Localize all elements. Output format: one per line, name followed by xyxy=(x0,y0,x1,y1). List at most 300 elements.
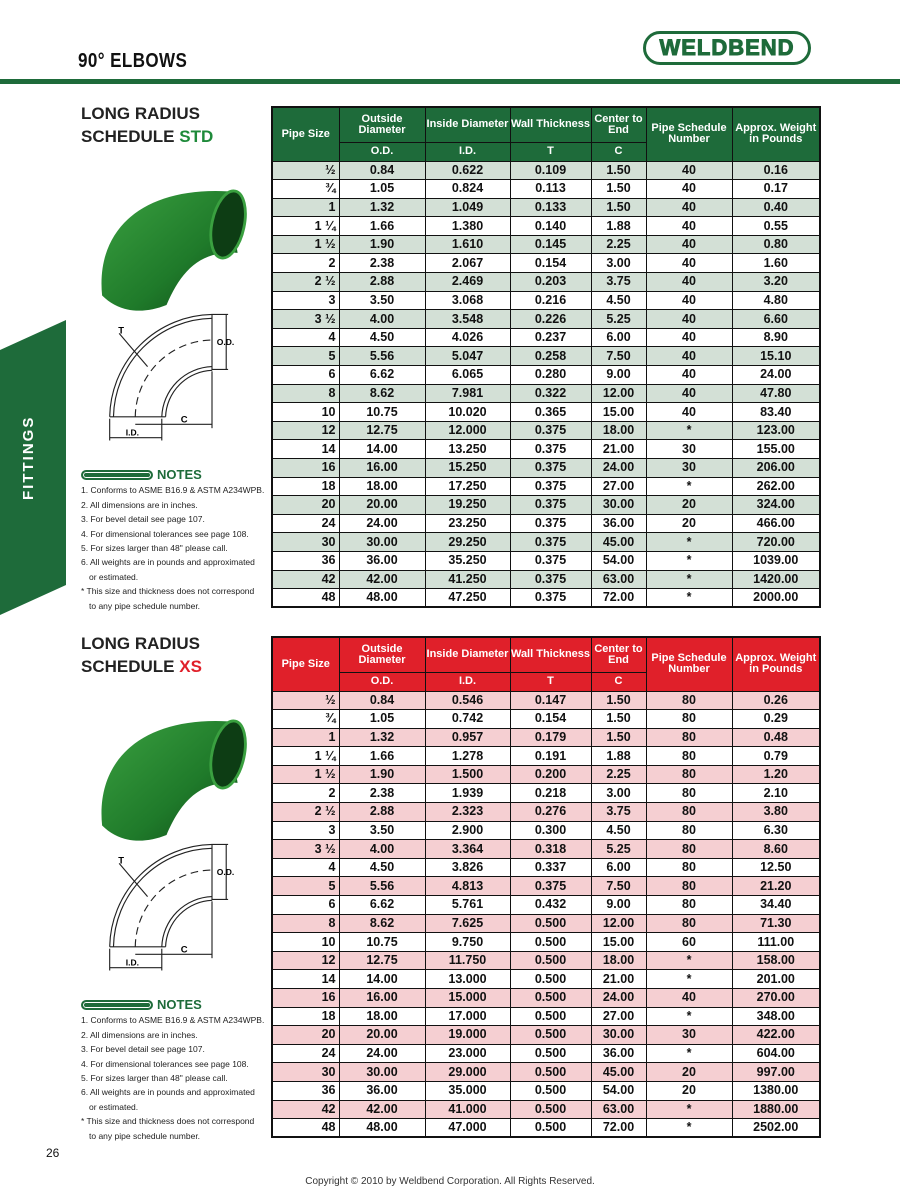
table-cell: 40 xyxy=(646,328,732,347)
table-cell: 270.00 xyxy=(732,989,820,1008)
table-cell: 20 xyxy=(646,1063,732,1082)
table-cell: 3.75 xyxy=(591,803,646,822)
table-cell: 0.500 xyxy=(510,914,591,933)
table-cell: 16.00 xyxy=(339,989,425,1008)
table-cell: 3 xyxy=(272,821,339,840)
table-cell: * xyxy=(646,421,732,440)
table-cell: 42 xyxy=(272,1100,339,1119)
section-title-prefix: SCHEDULE xyxy=(81,657,175,676)
table-cell: 0.216 xyxy=(510,291,591,310)
table-row xyxy=(272,691,820,710)
table-cell: 3 xyxy=(272,291,339,310)
column-header-id_sub: I.D. xyxy=(425,672,510,691)
table-cell: 6 xyxy=(272,896,339,915)
table-cell: 2.38 xyxy=(339,254,425,273)
table-cell: 0.742 xyxy=(425,710,510,729)
table-row xyxy=(272,254,820,273)
table-cell: 7.625 xyxy=(425,914,510,933)
table-cell: 6.00 xyxy=(591,858,646,877)
table-cell: 0.200 xyxy=(510,765,591,784)
table-cell: 123.00 xyxy=(732,421,820,440)
table-cell: 80 xyxy=(646,821,732,840)
table-cell: 45.00 xyxy=(591,533,646,552)
table-cell: 41.250 xyxy=(425,570,510,589)
elbow-figure xyxy=(86,690,266,985)
table-cell: 8 xyxy=(272,914,339,933)
table-cell: 720.00 xyxy=(732,533,820,552)
table-cell: 2.10 xyxy=(732,784,820,803)
column-header-od: Outside Diameter xyxy=(339,637,425,672)
table-cell: 0.375 xyxy=(510,440,591,459)
table-cell: 40 xyxy=(646,310,732,329)
table-cell: 3.826 xyxy=(425,858,510,877)
table-cell: 0.500 xyxy=(510,1044,591,1063)
note-item: 1. Conforms to ASME B16.9 & ASTM A234WPB. xyxy=(81,485,265,496)
table-cell: 0.280 xyxy=(510,366,591,385)
table-cell: 36 xyxy=(272,551,339,570)
table-row xyxy=(272,551,820,570)
table-cell: 1 ½ xyxy=(272,765,339,784)
notes xyxy=(81,468,271,613)
diagram-label-od: O.D. xyxy=(216,336,235,347)
table-cell: 10.020 xyxy=(425,403,510,422)
table-cell: 0.432 xyxy=(510,896,591,915)
table-cell: 1.380 xyxy=(425,217,510,236)
table-cell: 17.250 xyxy=(425,477,510,496)
table-cell: 4.50 xyxy=(591,291,646,310)
table-cell: 41.000 xyxy=(425,1100,510,1119)
table-cell: 8.60 xyxy=(732,840,820,859)
table-cell: 24.00 xyxy=(339,1044,425,1063)
note-item: 3. For bevel detail see page 107. xyxy=(81,1044,205,1055)
table-row xyxy=(272,1100,820,1119)
table-cell: 18.00 xyxy=(591,951,646,970)
table-cell: 12.00 xyxy=(591,914,646,933)
table-row xyxy=(272,933,820,952)
table-cell: 1 ½ xyxy=(272,235,339,254)
table-cell: 60 xyxy=(646,933,732,952)
column-header-cte_sub: C xyxy=(591,672,646,691)
note-item: * This size and thickness does not correspond xyxy=(81,586,255,597)
note-item: 1. Conforms to ASME B16.9 & ASTM A234WPB. xyxy=(81,1015,265,1026)
table-cell: 2502.00 xyxy=(732,1119,820,1138)
table-cell: 16.00 xyxy=(339,459,425,478)
table-row xyxy=(272,161,820,180)
table-cell: 80 xyxy=(646,691,732,710)
column-header-wall: Wall Thickness xyxy=(510,107,591,142)
table-cell: 34.40 xyxy=(732,896,820,915)
table-cell: 12.75 xyxy=(339,951,425,970)
table-cell: ¾ xyxy=(272,710,339,729)
table-cell: 3.00 xyxy=(591,254,646,273)
table-cell: 42.00 xyxy=(339,1100,425,1119)
table-cell: 4.50 xyxy=(339,858,425,877)
table-cell: 20.00 xyxy=(339,496,425,515)
table-cell: 21.20 xyxy=(732,877,820,896)
table-cell: 18.00 xyxy=(339,1007,425,1026)
weldbend-logo: WELDBEND xyxy=(643,31,811,65)
table-cell: 24.00 xyxy=(591,989,646,1008)
table-cell: 1.66 xyxy=(339,217,425,236)
table-cell: 27.00 xyxy=(591,1007,646,1026)
table-cell: 1.20 xyxy=(732,765,820,784)
note-item: or estimated. xyxy=(89,1101,139,1112)
table-cell: 14 xyxy=(272,440,339,459)
table-row xyxy=(272,1007,820,1026)
table-cell: 0.154 xyxy=(510,710,591,729)
table-row xyxy=(272,896,820,915)
notes-heading: NOTES xyxy=(157,467,202,482)
table-row xyxy=(272,403,820,422)
table-row xyxy=(272,533,820,552)
table-cell: 13.000 xyxy=(425,970,510,989)
table-cell: 3.80 xyxy=(732,803,820,822)
table-cell: 6 xyxy=(272,366,339,385)
table-cell: 1.500 xyxy=(425,765,510,784)
table-cell: 1.05 xyxy=(339,180,425,199)
table-cell: 29.250 xyxy=(425,533,510,552)
table-cell: 1.32 xyxy=(339,198,425,217)
table-cell: 0.375 xyxy=(510,570,591,589)
table-cell: 1.50 xyxy=(591,198,646,217)
header-rule xyxy=(0,79,900,84)
table-cell: 16 xyxy=(272,459,339,478)
diagram-label-t: T xyxy=(118,855,125,867)
table-cell: 36 xyxy=(272,1081,339,1100)
table-cell: 6.065 xyxy=(425,366,510,385)
table-cell: * xyxy=(646,589,732,608)
table-cell: 0.500 xyxy=(510,989,591,1008)
table-cell: 15.00 xyxy=(591,403,646,422)
table-cell: 83.40 xyxy=(732,403,820,422)
table-cell: 35.000 xyxy=(425,1081,510,1100)
table-cell: 1420.00 xyxy=(732,570,820,589)
table-cell: 0.824 xyxy=(425,180,510,199)
table-cell: 7.981 xyxy=(425,384,510,403)
table-cell: 111.00 xyxy=(732,933,820,952)
table-cell: 15.00 xyxy=(591,933,646,952)
table-cell: 30 xyxy=(646,1026,732,1045)
table-cell: 18.00 xyxy=(591,421,646,440)
table-cell: 1 xyxy=(272,198,339,217)
table-cell: 1.50 xyxy=(591,710,646,729)
table-cell: 0.375 xyxy=(510,421,591,440)
table-cell: 30 xyxy=(646,440,732,459)
table-cell: 3.20 xyxy=(732,273,820,292)
table-cell: * xyxy=(646,551,732,570)
table-cell: 23.000 xyxy=(425,1044,510,1063)
table-cell: 12.75 xyxy=(339,421,425,440)
diagram-label-t: T xyxy=(118,325,125,337)
table-cell: 206.00 xyxy=(732,459,820,478)
table-cell: ½ xyxy=(272,691,339,710)
table-cell: 1.88 xyxy=(591,217,646,236)
table-cell: 2.38 xyxy=(339,784,425,803)
table-cell: 80 xyxy=(646,765,732,784)
table-cell: 3.50 xyxy=(339,821,425,840)
table-cell: 6.60 xyxy=(732,310,820,329)
table-row xyxy=(272,217,820,236)
table-cell: 1380.00 xyxy=(732,1081,820,1100)
table-row xyxy=(272,914,820,933)
table-cell: 7.50 xyxy=(591,877,646,896)
table-cell: 0.375 xyxy=(510,533,591,552)
table-cell: 0.133 xyxy=(510,198,591,217)
table-row xyxy=(272,310,820,329)
table-cell: 2.469 xyxy=(425,273,510,292)
table-cell: 80 xyxy=(646,877,732,896)
table-cell: 0.48 xyxy=(732,728,820,747)
table-cell: 155.00 xyxy=(732,440,820,459)
note-item: 6. All weights are in pounds and approximated xyxy=(81,557,255,568)
table-cell: 0.375 xyxy=(510,589,591,608)
table-cell: 30.00 xyxy=(591,1026,646,1045)
table-cell: 23.250 xyxy=(425,514,510,533)
table-row xyxy=(272,951,820,970)
table-cell: 11.750 xyxy=(425,951,510,970)
table-cell: 24.00 xyxy=(339,514,425,533)
table-cell: 80 xyxy=(646,747,732,766)
table-cell: 40 xyxy=(646,254,732,273)
table-cell: 4 xyxy=(272,328,339,347)
table-cell: 54.00 xyxy=(591,551,646,570)
table-cell: 5.56 xyxy=(339,877,425,896)
table-cell: 0.500 xyxy=(510,951,591,970)
table-cell: 40 xyxy=(646,235,732,254)
table-cell: 9.00 xyxy=(591,366,646,385)
table-cell: 15.250 xyxy=(425,459,510,478)
table-cell: 63.00 xyxy=(591,1100,646,1119)
table-cell: 47.80 xyxy=(732,384,820,403)
table-cell: 0.113 xyxy=(510,180,591,199)
table-row xyxy=(272,747,820,766)
table-cell: 40 xyxy=(646,273,732,292)
table-cell: 5 xyxy=(272,347,339,366)
table-cell: 0.84 xyxy=(339,691,425,710)
dimensions-table xyxy=(271,636,821,1138)
table-cell: 2.323 xyxy=(425,803,510,822)
table-cell: 30 xyxy=(646,459,732,478)
table-cell: 5.047 xyxy=(425,347,510,366)
table-cell: 0.191 xyxy=(510,747,591,766)
table-cell: 16 xyxy=(272,989,339,1008)
table-cell: 4.026 xyxy=(425,328,510,347)
table-cell: 262.00 xyxy=(732,477,820,496)
table-cell: 0.300 xyxy=(510,821,591,840)
page-title: 90° ELBOWS xyxy=(78,50,188,72)
table-row xyxy=(272,589,820,608)
table-row xyxy=(272,784,820,803)
table-cell: 1.05 xyxy=(339,710,425,729)
section-title xyxy=(81,632,202,678)
table-cell: 1 xyxy=(272,728,339,747)
table-cell: 48 xyxy=(272,1119,339,1138)
table-row xyxy=(272,366,820,385)
page-number: 26 xyxy=(46,1146,60,1160)
table-cell: 2 ½ xyxy=(272,273,339,292)
elbow-illustration xyxy=(86,690,266,980)
table-cell: 36.00 xyxy=(339,551,425,570)
table-cell: * xyxy=(646,951,732,970)
table-cell: 0.375 xyxy=(510,459,591,478)
table-cell: 18 xyxy=(272,477,339,496)
table-row xyxy=(272,328,820,347)
section-title xyxy=(81,102,213,148)
table-cell: 1.049 xyxy=(425,198,510,217)
table-cell: 42 xyxy=(272,570,339,589)
table-cell: * xyxy=(646,477,732,496)
column-header-wall_sub: T xyxy=(510,142,591,161)
notes-heading: NOTES xyxy=(157,997,202,1012)
table-cell: 1 ¼ xyxy=(272,747,339,766)
table-cell: 1.66 xyxy=(339,747,425,766)
table-row xyxy=(272,970,820,989)
table-cell: 40 xyxy=(646,161,732,180)
table-cell: 14 xyxy=(272,970,339,989)
table-cell: 30.00 xyxy=(339,533,425,552)
table-row xyxy=(272,421,820,440)
table-cell: 80 xyxy=(646,784,732,803)
table-cell: 47.250 xyxy=(425,589,510,608)
table-cell: 30 xyxy=(272,533,339,552)
table-cell: 348.00 xyxy=(732,1007,820,1026)
diagram-label-c: C xyxy=(180,944,188,956)
table-cell: 15.10 xyxy=(732,347,820,366)
table-cell: 0.622 xyxy=(425,161,510,180)
note-item: 6. All weights are in pounds and approximated xyxy=(81,1087,255,1098)
table-row xyxy=(272,1063,820,1082)
note-item: to any pipe schedule number. xyxy=(89,600,201,611)
table-cell: 40 xyxy=(646,198,732,217)
table-cell: ½ xyxy=(272,161,339,180)
column-header-wall: Wall Thickness xyxy=(510,637,591,672)
table-row xyxy=(272,291,820,310)
table-cell: 0.375 xyxy=(510,877,591,896)
table-cell: 0.375 xyxy=(510,514,591,533)
table-cell: 1.90 xyxy=(339,235,425,254)
table-cell: 40 xyxy=(646,217,732,236)
table-cell: 35.250 xyxy=(425,551,510,570)
column-header-pipe_size: Pipe Size xyxy=(272,637,339,691)
table-cell: 2 xyxy=(272,254,339,273)
table-cell: 30 xyxy=(272,1063,339,1082)
table-cell: 80 xyxy=(646,896,732,915)
table-cell: 201.00 xyxy=(732,970,820,989)
table-cell: 5.25 xyxy=(591,840,646,859)
schedule-accent: XS xyxy=(179,657,202,676)
table-cell: 4.50 xyxy=(591,821,646,840)
table-cell: 8 xyxy=(272,384,339,403)
table-cell: * xyxy=(646,570,732,589)
table-cell: 3.00 xyxy=(591,784,646,803)
table-cell: 42.00 xyxy=(339,570,425,589)
table-cell: 29.000 xyxy=(425,1063,510,1082)
table-cell: 72.00 xyxy=(591,1119,646,1138)
column-header-weight: Approx. Weight in Pounds xyxy=(732,637,820,691)
table-cell: 1.50 xyxy=(591,728,646,747)
table-cell: 8.62 xyxy=(339,914,425,933)
table-row xyxy=(272,477,820,496)
table-cell: 14.00 xyxy=(339,440,425,459)
table-cell: 0.258 xyxy=(510,347,591,366)
table-cell: 4.813 xyxy=(425,877,510,896)
table-row xyxy=(272,384,820,403)
table-cell: 158.00 xyxy=(732,951,820,970)
table-cell: 0.145 xyxy=(510,235,591,254)
table-row xyxy=(272,877,820,896)
table-cell: 4.00 xyxy=(339,840,425,859)
table-cell: * xyxy=(646,1044,732,1063)
table-cell: 72.00 xyxy=(591,589,646,608)
table-cell: 12.00 xyxy=(591,384,646,403)
table-cell: 20 xyxy=(646,1081,732,1100)
table-cell: 2 xyxy=(272,784,339,803)
table-cell: 40 xyxy=(646,384,732,403)
diagram-label-id: I.D. xyxy=(125,957,140,968)
table-cell: 13.250 xyxy=(425,440,510,459)
table-cell: 80 xyxy=(646,728,732,747)
table-cell: 6.62 xyxy=(339,896,425,915)
table-cell: 2.25 xyxy=(591,235,646,254)
column-header-od_sub: O.D. xyxy=(339,672,425,691)
table-row xyxy=(272,347,820,366)
table-cell: 1.60 xyxy=(732,254,820,273)
table-row xyxy=(272,1044,820,1063)
table-row xyxy=(272,858,820,877)
column-header-schedule: Pipe Schedule Number xyxy=(646,107,732,161)
note-item: * This size and thickness does not correspond xyxy=(81,1116,255,1127)
table-cell: 0.500 xyxy=(510,1026,591,1045)
column-header-od: Outside Diameter xyxy=(339,107,425,142)
table-cell: 19.000 xyxy=(425,1026,510,1045)
table-cell: 0.500 xyxy=(510,1081,591,1100)
table-cell: 0.500 xyxy=(510,933,591,952)
section-title-line1: LONG RADIUS xyxy=(81,104,200,123)
table-cell: 1880.00 xyxy=(732,1100,820,1119)
table-cell: 5 xyxy=(272,877,339,896)
table-row xyxy=(272,440,820,459)
note-item: 5. For sizes larger than 48" please call. xyxy=(81,543,228,554)
table-cell: 0.337 xyxy=(510,858,591,877)
table-cell: 1 ¼ xyxy=(272,217,339,236)
table-cell: 0.29 xyxy=(732,710,820,729)
column-header-pipe_size: Pipe Size xyxy=(272,107,339,161)
table-cell: 3.50 xyxy=(339,291,425,310)
table-cell: 10.75 xyxy=(339,403,425,422)
table-row xyxy=(272,180,820,199)
table-cell: 9.750 xyxy=(425,933,510,952)
weldbend-pill-icon xyxy=(81,1000,153,1010)
table-cell: 7.50 xyxy=(591,347,646,366)
table-cell: 14.00 xyxy=(339,970,425,989)
notes xyxy=(81,998,271,1143)
table-cell: * xyxy=(646,970,732,989)
column-header-id: Inside Diameter xyxy=(425,107,510,142)
table-cell: 40 xyxy=(646,403,732,422)
table-cell: 0.500 xyxy=(510,1007,591,1026)
table-cell: 1.90 xyxy=(339,765,425,784)
table-cell: 80 xyxy=(646,858,732,877)
table-cell: 21.00 xyxy=(591,970,646,989)
table-cell: 24 xyxy=(272,514,339,533)
table-cell: 24 xyxy=(272,1044,339,1063)
table-row xyxy=(272,728,820,747)
table-row xyxy=(272,459,820,478)
table-cell: 18.00 xyxy=(339,477,425,496)
table-cell: 17.000 xyxy=(425,1007,510,1026)
table-cell: 80 xyxy=(646,914,732,933)
table-cell: 71.30 xyxy=(732,914,820,933)
